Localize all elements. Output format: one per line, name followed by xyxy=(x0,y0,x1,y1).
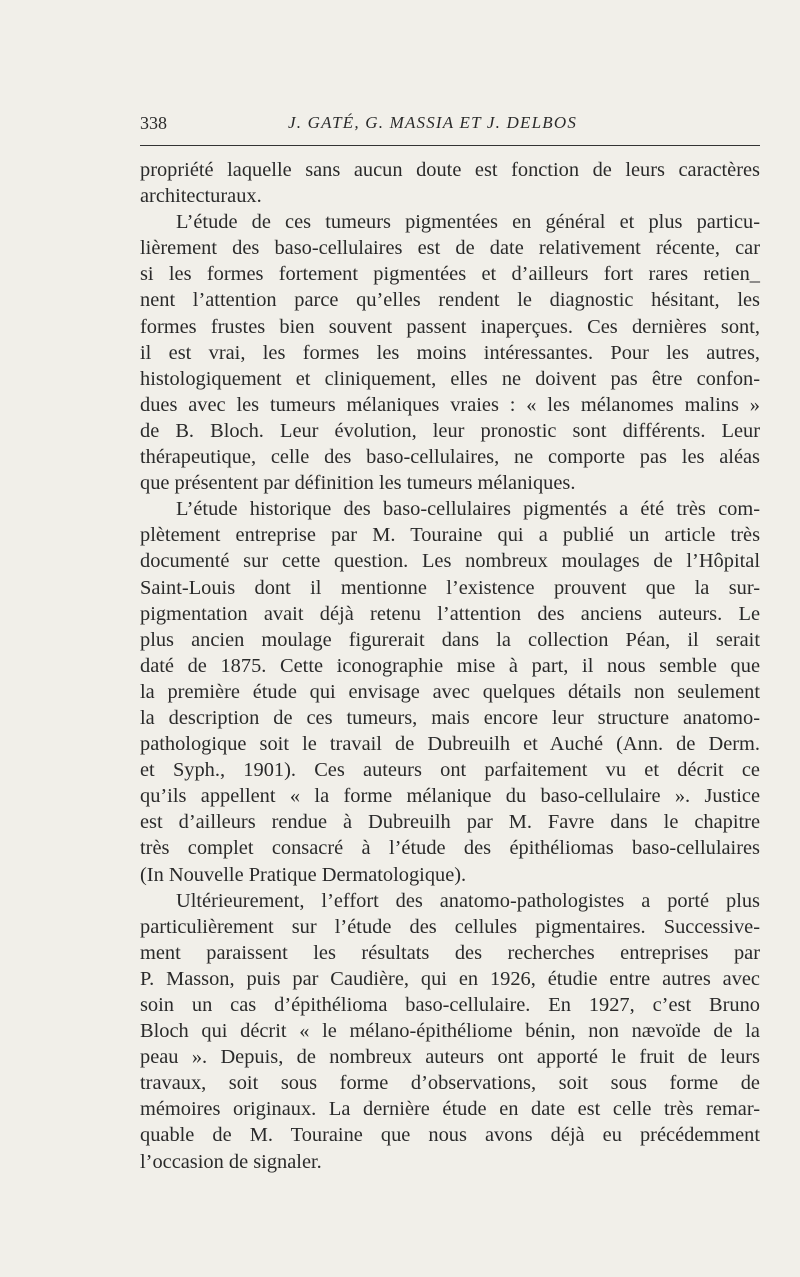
text-line: Bloch qui décrit « le mélano-épithéliome bénin, non nævoïde de la xyxy=(140,1020,760,1043)
text-line: plus ancien moulage figurerait dans la collection Péan, il serait xyxy=(140,628,760,651)
text-line: L’étude de ces tumeurs pigmentées en général et plus particu- xyxy=(176,211,760,234)
text-line: et Syph., 1901). Ces auteurs ont parfaitement vu et décrit ce xyxy=(140,759,760,782)
text-line: histologiquement et cliniquement, elles ne doivent pas être confon- xyxy=(140,367,760,390)
text-line: soin un cas d’épithélioma baso-cellulaire. En 1927, c’est Bruno xyxy=(140,994,760,1016)
text-line: travaux, soit sous forme d’observations, soit sous forme de xyxy=(140,1072,760,1095)
text-line: thérapeutique, celle des baso-cellulaires, ne comporte pas les aléas xyxy=(140,446,760,469)
text-line: L’étude historique des baso-cellulaires pigmentés a été très com- xyxy=(176,498,760,521)
text-line: lièrement des baso-cellulaires est de date relativement récente, car xyxy=(140,237,760,260)
text-line: architecturaux. xyxy=(140,185,262,208)
text-line: formes frustes bien souvent passent inaperçues. Ces dernières sont, xyxy=(140,315,760,338)
text-line: que présentent par définition les tumeurs mélaniques. xyxy=(140,472,576,495)
text-line: très complet consacré à l’étude des épithéliomas baso-cellulaires xyxy=(140,837,760,860)
text-line: est d’ailleurs rendue à Dubreuilh par M. Favre dans le chapitre xyxy=(140,811,760,834)
text-line: P. Masson, puis par Caudière, qui en 1926, étudie entre autres avec xyxy=(140,967,760,990)
paragraph xyxy=(140,157,760,209)
text-line: mémoires originaux. La dernière étude en date est celle très remar- xyxy=(140,1098,760,1121)
text-line: quable de M. Touraine que nous avons déjà eu précédemment xyxy=(140,1124,760,1147)
running-head: J. GATÉ, G. MASSIA ET J. DELBOS xyxy=(288,113,578,132)
text-line: peau ». Depuis, de nombreux auteurs ont apporté le fruit de leurs xyxy=(140,1046,760,1069)
text-line: particulièrement sur l’étude des cellules pigmentaires. Successive- xyxy=(140,915,760,938)
text-line: pigmentation avait déjà retenu l’attention des anciens auteurs. Le xyxy=(140,602,760,625)
page-header xyxy=(140,113,760,141)
text-line: ment paraissent les résultats des recherches entreprises par xyxy=(140,941,760,964)
text-line: plètement entreprise par M. Touraine qui a publié un article très xyxy=(140,524,760,547)
text-line: si les formes fortement pigmentées et d’ailleurs fort rares retien_ xyxy=(140,263,760,286)
body-text xyxy=(140,157,760,1175)
paragraph xyxy=(140,209,760,496)
text-line: Ultérieurement, l’effort des anatomo-pathologistes a porté plus xyxy=(176,889,760,912)
text-line: l’occasion de signaler. xyxy=(140,1150,322,1173)
text-line: documenté sur cette question. Les nombreux moulages de l’Hôpital xyxy=(140,550,760,573)
text-line: dues avec les tumeurs mélaniques vraies : « les mélanomes malins » xyxy=(140,393,760,416)
text-line: la description de ces tumeurs, mais encore leur structure anatomo- xyxy=(140,706,760,729)
text-line: qu’ils appellent « la forme mélanique du baso-cellulaire ». Justice xyxy=(140,785,760,808)
paragraph xyxy=(140,496,760,887)
text-line: daté de 1875. Cette iconographie mise à part, il nous semble que xyxy=(140,654,760,677)
paragraph xyxy=(140,888,760,1175)
text-line: il est vrai, les formes les moins intéressantes. Pour les autres, xyxy=(140,341,760,364)
page-number: 338 xyxy=(140,113,167,133)
text-line: propriété laquelle sans aucun doute est fonction de leurs caractères xyxy=(140,159,760,181)
text-line: de B. Bloch. Leur évolution, leur pronostic sont différents. Leur xyxy=(140,419,760,442)
text-line: nent l’attention parce qu’elles rendent le diagnostic hésitant, les xyxy=(140,289,760,312)
header-rule xyxy=(140,145,760,146)
text-line: pathologique soit le travail de Dubreuilh et Auché (Ann. de Derm. xyxy=(140,733,760,756)
text-line: Saint-Louis dont il mentionne l’existence prouvent que la sur- xyxy=(140,576,760,599)
text-line: (In Nouvelle Pratique Dermatologique). xyxy=(140,863,467,886)
text-line: la première étude qui envisage avec quelques détails non seulement xyxy=(140,680,760,703)
